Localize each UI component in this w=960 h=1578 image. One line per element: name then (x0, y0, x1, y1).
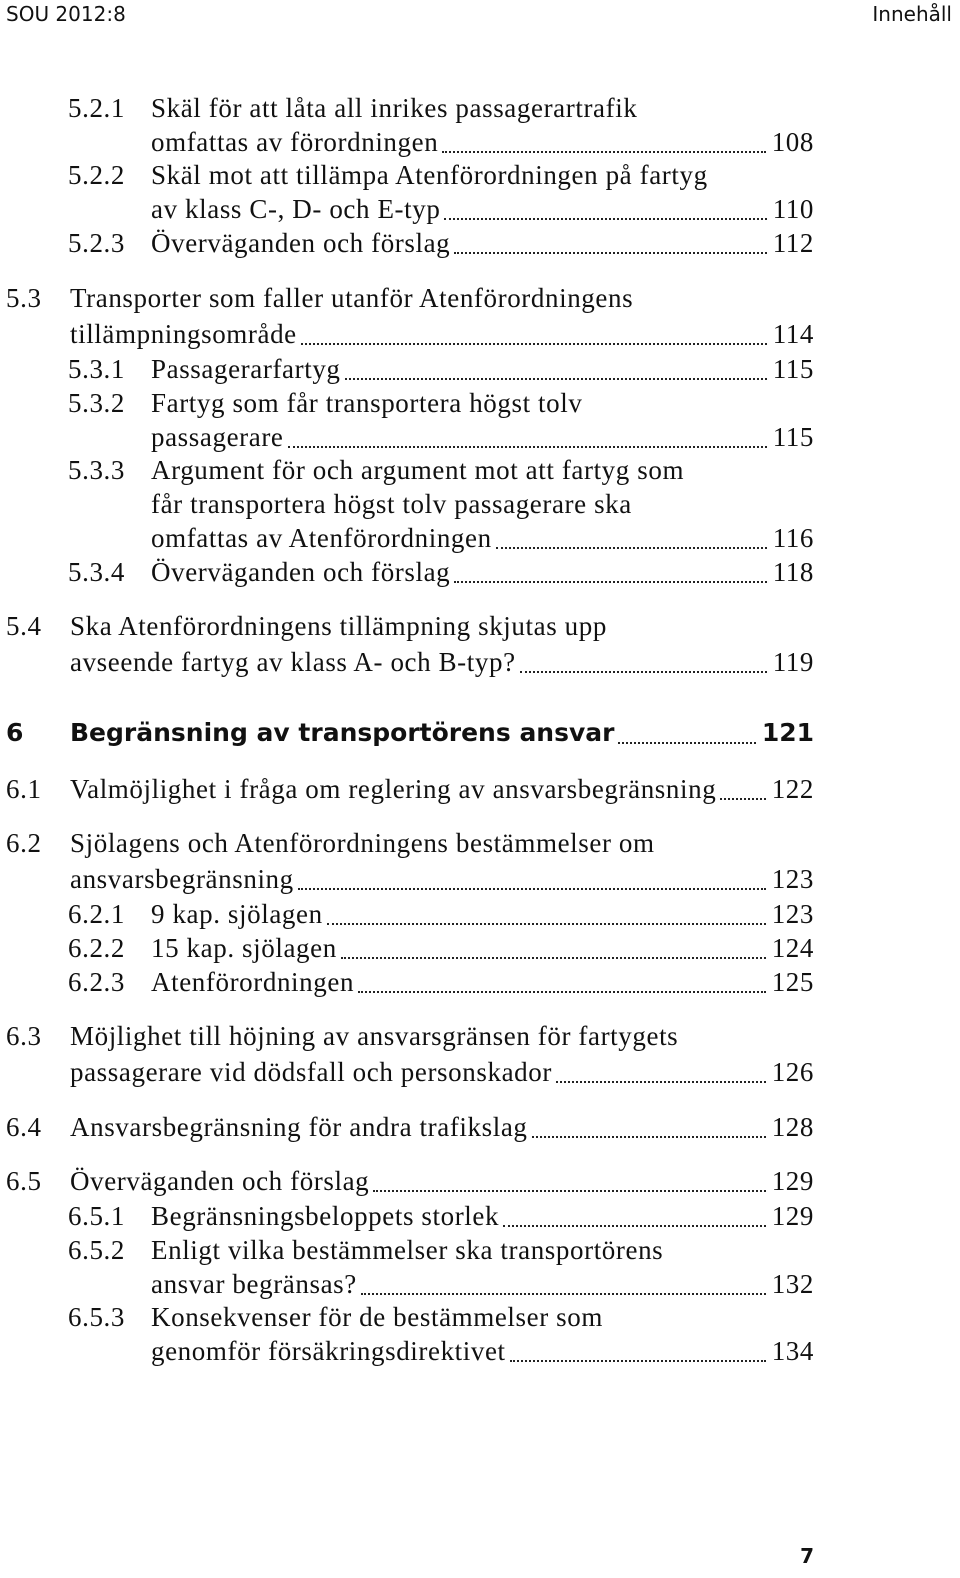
toc-dot-leader (373, 1190, 765, 1192)
toc-dot-leader (454, 581, 766, 583)
toc-dot-leader (556, 1081, 766, 1083)
toc-entry-number: 6.2.2 (68, 933, 125, 963)
toc-entry-title-line: Transporter som faller utanför Atenförordningens (70, 283, 634, 313)
toc-entry-title-line: passagerare vid dödsfall och personskador (70, 1057, 552, 1087)
toc-entry-page: 110 (772, 194, 814, 224)
toc-entry-number: 6.4 (6, 1112, 42, 1142)
toc-entry-title-line: Överväganden och förslag (151, 557, 451, 587)
toc-entry-page: 132 (771, 1269, 814, 1299)
toc-entry-title-line: Valmöjlighet i fråga om reglering av ansvarsbegränsning (70, 774, 717, 804)
toc-entry-page: 125 (771, 967, 814, 997)
toc-entry-title-line: Ska Atenförordningens tillämpning skjutas upp (70, 611, 607, 641)
toc-entry-number: 6.5 (6, 1166, 42, 1196)
toc-entry-page: 114 (772, 319, 814, 349)
toc-dot-leader (301, 343, 767, 345)
toc-dot-leader (520, 671, 767, 673)
toc-entry-page: 129 (771, 1166, 814, 1196)
toc-entry-title-line: genomför försäkringsdirektivet (151, 1336, 506, 1366)
toc-entry-number: 6.2.3 (68, 967, 125, 997)
toc-dot-leader (454, 252, 766, 254)
toc-entry-number: 5.2.2 (68, 160, 125, 190)
toc-entry-number: 6.2.1 (68, 899, 125, 929)
toc-entry-title-line: Överväganden och förslag (151, 228, 451, 258)
toc-entry-page: 112 (772, 228, 814, 258)
toc-entry-number: 5.2.1 (68, 93, 125, 123)
toc-entry-title-line: Enligt vilka bestämmelser ska transportörens (151, 1235, 664, 1265)
toc-dot-leader (618, 742, 755, 744)
toc-dot-leader (361, 1293, 766, 1295)
toc-entry-title-line: Argument för och argument mot att fartyg som (151, 455, 685, 485)
toc-entry-title-line: omfattas av förordningen (151, 127, 439, 157)
toc-dot-leader (444, 218, 766, 220)
running-header-document-id: SOU 2012:8 (6, 2, 126, 26)
toc-entry-title-line: av klass C-, D- och E-typ (151, 194, 441, 224)
toc-entry-title-line: Överväganden och förslag (70, 1166, 370, 1196)
toc-entry-number: 6.3 (6, 1021, 42, 1051)
toc-entry-number: 6.5.3 (68, 1302, 125, 1332)
toc-entry-page: 126 (771, 1057, 814, 1087)
toc-entry-title-line: omfattas av Atenförordningen (151, 523, 492, 553)
toc-entry-page: 134 (771, 1336, 814, 1366)
toc-entry-number: 6.2 (6, 828, 42, 858)
toc-entry-page: 122 (771, 774, 814, 804)
toc-entry-number: 5.3.4 (68, 557, 125, 587)
toc-entry-title-line: tillämpningsområde (70, 319, 297, 349)
toc-entry-number: 5.3 (6, 283, 42, 313)
toc-dot-leader (298, 888, 766, 890)
toc-entry-title-line: avseende fartyg av klass A- och B-typ? (70, 647, 516, 677)
toc-entry-page: 123 (771, 899, 814, 929)
toc-dot-leader (442, 151, 765, 153)
toc-entry-title-line: ansvar begränsas? (151, 1269, 357, 1299)
toc-entry-title-line: ansvarsbegränsning (70, 864, 294, 894)
toc-entry-number: 5.3.1 (68, 354, 125, 384)
toc-entry-page: 118 (772, 557, 814, 587)
toc-entry-page: 115 (772, 354, 814, 384)
toc-entry-page: 108 (771, 127, 814, 157)
toc-entry-number: 5.3.2 (68, 388, 125, 418)
toc-entry-title-line: Fartyg som får transportera högst tolv (151, 388, 583, 418)
toc-dot-leader (341, 957, 766, 959)
toc-entry-page: 116 (772, 523, 814, 553)
toc-dot-leader (503, 1225, 766, 1227)
toc-entry-page: 124 (771, 933, 814, 963)
toc-dot-leader (345, 378, 767, 380)
toc-entry-title-line: passagerare (151, 422, 284, 452)
toc-entry-title-line: Sjölagens och Atenförordningens bestämmelser om (70, 828, 655, 858)
toc-entry-number: 6 (6, 718, 24, 747)
toc-entry-title-line: får transportera högst tolv passagerare ska (151, 489, 632, 519)
toc-dot-leader (532, 1136, 766, 1138)
toc-entry-page: 129 (771, 1201, 814, 1231)
toc-entry-title-line: Konsekvenser för de bestämmelser som (151, 1302, 603, 1332)
toc-entry-title-line: Möjlighet till höjning av ansvarsgränsen för fartygets (70, 1021, 679, 1051)
toc-entry-title-line: Skäl mot att tillämpa Atenförordningen på fartyg (151, 160, 708, 190)
toc-entry-title-line: Passagerarfartyg (151, 354, 341, 384)
toc-entry-title-line: Begränsning av transportörens ansvar (70, 718, 615, 747)
toc-entry-page: 128 (771, 1112, 814, 1142)
toc-entry-title-line: Begränsningsbeloppets storlek (151, 1201, 500, 1231)
page-number: 7 (800, 1544, 814, 1568)
toc-entry-page: 121 (761, 718, 814, 747)
toc-entry-number: 5.4 (6, 611, 42, 641)
toc-entry-page: 123 (771, 864, 814, 894)
toc-entry-number: 6.1 (6, 774, 42, 804)
toc-entry-number: 5.3.3 (68, 455, 125, 485)
running-header-section: Innehåll (872, 2, 952, 26)
toc-dot-leader (358, 991, 766, 993)
toc-entry-number: 6.5.2 (68, 1235, 125, 1265)
toc-entry-number: 6.5.1 (68, 1201, 125, 1231)
toc-entry-page: 115 (772, 422, 814, 452)
toc-entry-title-line: 9 kap. sjölagen (151, 899, 323, 929)
toc-entry-title-line: Ansvarsbegränsning för andra trafikslag (70, 1112, 528, 1142)
toc-entry-title-line: Atenförordningen (151, 967, 355, 997)
toc-dot-leader (327, 923, 766, 925)
toc-entry-number: 5.2.3 (68, 228, 125, 258)
toc-dot-leader (288, 446, 767, 448)
toc-entry-page: 119 (772, 647, 814, 677)
toc-dot-leader (510, 1360, 766, 1362)
toc-dot-leader (496, 547, 767, 549)
toc-dot-leader (720, 798, 765, 800)
toc-entry-title-line: Skäl för att låta all inrikes passagerartrafik (151, 93, 638, 123)
toc-entry-title-line: 15 kap. sjölagen (151, 933, 337, 963)
